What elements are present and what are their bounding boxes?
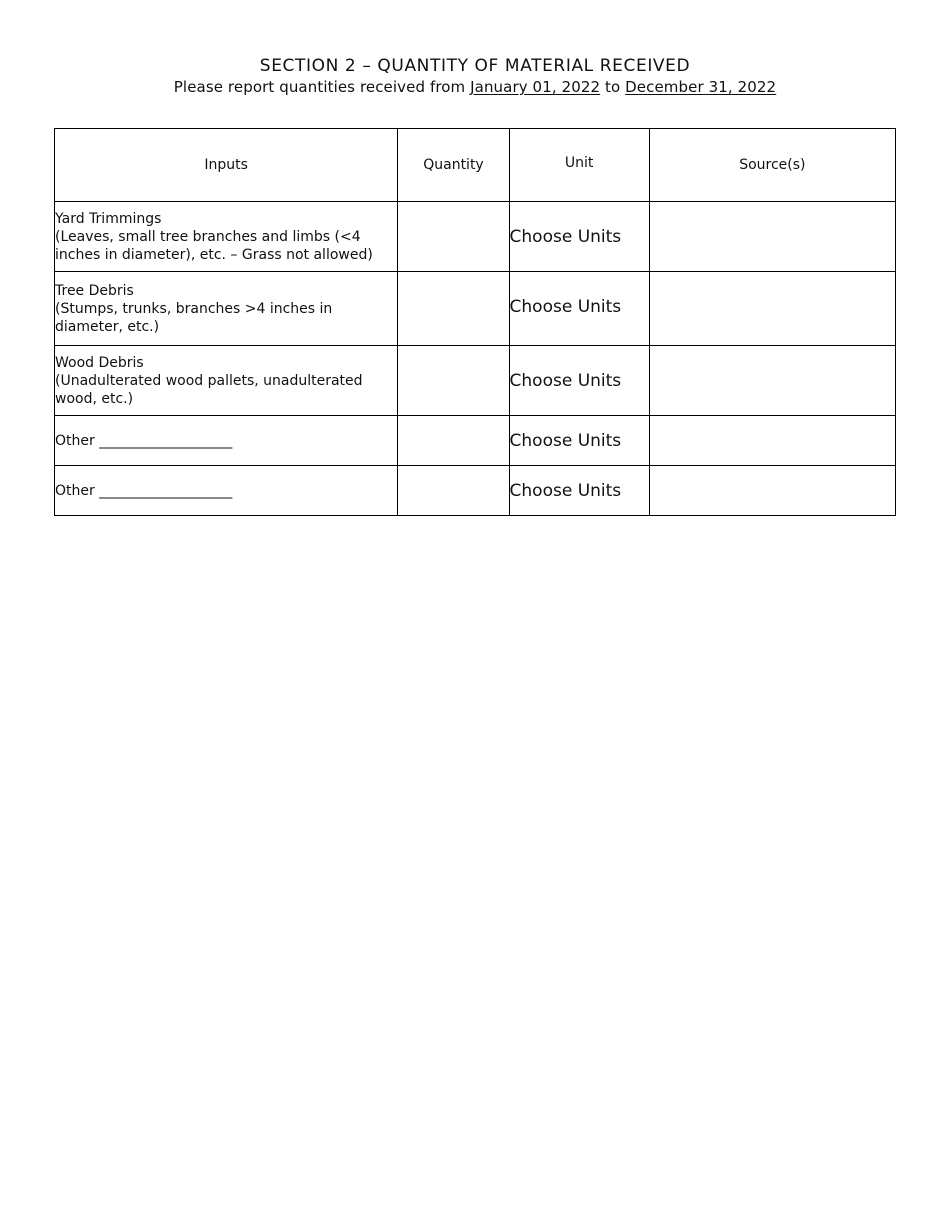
input-name: Other (55, 432, 95, 449)
materials-table (54, 128, 896, 516)
input-name: Tree Debris (55, 282, 134, 299)
other-specify-blank[interactable]: ___________________ (99, 432, 233, 449)
section-title: SECTION 2 – QUANTITY OF MATERIAL RECEIVED (259, 56, 691, 76)
reporting-period-prefix: Please report quantities received from (173, 78, 471, 96)
input-description: (Stumps, trunks, branches >4 inches in diameter, etc.) (55, 300, 333, 335)
quantity-field[interactable] (398, 272, 509, 346)
table-row-yard-trimmings (55, 202, 896, 272)
reporting-period-middle: to (600, 78, 626, 96)
sources-field[interactable] (649, 466, 895, 516)
unit-dropdown[interactable]: Choose Units (509, 416, 649, 466)
column-header-sources: Source(s) (649, 129, 895, 202)
input-name: Other (55, 482, 95, 499)
input-name: Wood Debris (55, 354, 144, 371)
table-header-row (55, 129, 896, 202)
section-header (0, 55, 950, 97)
unit-dropdown[interactable]: Choose Units (509, 466, 649, 516)
unit-dropdown[interactable]: Choose Units (509, 202, 649, 272)
sources-field[interactable] (649, 346, 895, 416)
sources-field[interactable] (649, 272, 895, 346)
table-row-wood-debris (55, 346, 896, 416)
table-row-tree-debris (55, 272, 896, 346)
table-row-other-2 (55, 466, 896, 516)
input-label-cell (55, 272, 398, 346)
column-header-unit: Unit (509, 129, 649, 202)
input-label-cell (55, 346, 398, 416)
input-label-cell (55, 466, 398, 516)
quantity-field[interactable] (398, 202, 509, 272)
unit-dropdown[interactable]: Choose Units (509, 346, 649, 416)
sources-field[interactable] (649, 416, 895, 466)
start-date[interactable]: January 01, 2022 (470, 78, 601, 96)
unit-dropdown[interactable]: Choose Units (509, 272, 649, 346)
reporting-period (0, 77, 950, 97)
input-label-cell (55, 202, 398, 272)
table-row-other-1 (55, 416, 896, 466)
other-specify-blank[interactable]: ___________________ (99, 482, 233, 499)
input-description: (Leaves, small tree branches and limbs (<4 inches in diameter), etc. – Grass not allowed) (55, 228, 373, 263)
end-date[interactable]: December 31, 2022 (625, 78, 777, 96)
input-label-cell (55, 416, 398, 466)
quantity-field[interactable] (398, 466, 509, 516)
column-header-inputs: Inputs (55, 129, 398, 202)
quantity-field[interactable] (398, 346, 509, 416)
sources-field[interactable] (649, 202, 895, 272)
quantity-field[interactable] (398, 416, 509, 466)
input-description: (Unadulterated wood pallets, unadulterated wood, etc.) (55, 372, 363, 407)
input-name: Yard Trimmings (55, 210, 162, 227)
column-header-quantity: Quantity (398, 129, 509, 202)
